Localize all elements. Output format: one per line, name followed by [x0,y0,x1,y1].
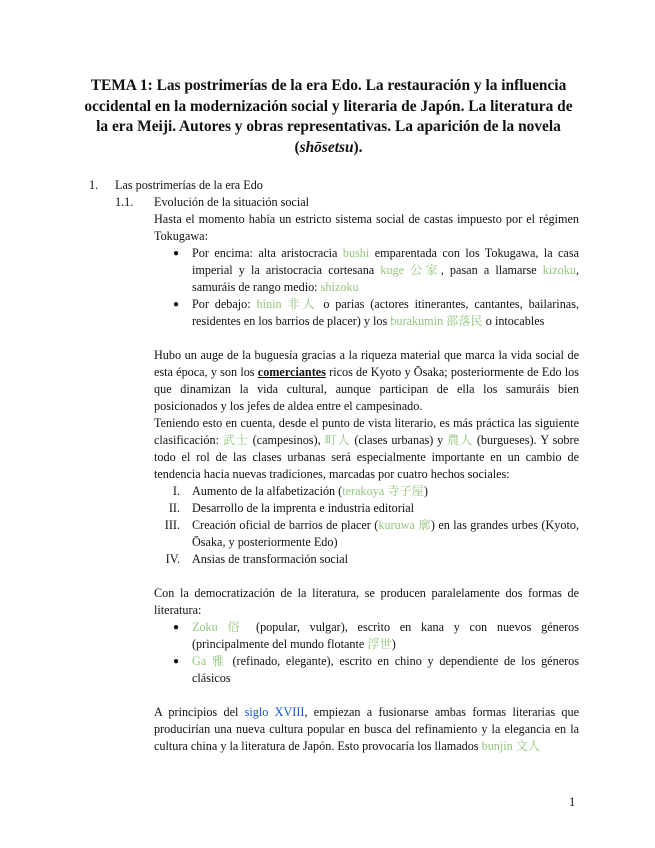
term-terakoya: terakoya 寺子屋 [342,484,424,498]
bullet-dot-icon: ● [173,622,180,633]
title-close: ). [353,138,363,156]
list-item-fact-3: III. Creación oficial de barrios de placer (kuruwa 廓) en las grandes urbes (Kyoto, Ōsaka, y posteriormente Edo) [164,518,579,549]
title-main: TEMA 1: Las postrimerías de la era Edo. La restauración y la influencia occidental en la modernización social y literaria de Japón. La literatura de la era Meiji. Autores y obras representativas. La aparición de la novela [84,77,573,135]
term-burakumin: burakumin 部落民 [390,314,483,328]
page-number: 1 [569,795,576,809]
section-1-label: Las postrimerías de la era Edo [115,178,263,192]
section-1-heading [0,177,655,194]
paragraph-democratization: Con la democratización de la literatura, se producen paralelamente dos formas de literatura: [154,586,579,617]
spacer [0,330,655,347]
section-1-1-number: 1.1. [115,195,134,209]
list-item-upper-class: ● Por encima: alta aristocracia bushi emparentada con los Tokugawa, la casa imperial y la aristocracia cortesana kuge 公家, pasan a llamarse kizoku, samuráis de rango medio: shizoku [173,246,579,294]
bullet-dot-icon: ● [173,248,180,259]
list-item-ga: ● Ga 雅 (refinado, elegante), escrito en chino y dependiente de los géneros clásicos [173,654,579,685]
list-item-fact-4: IV. Ansias de transformación social [165,552,349,566]
list-item-zoku: ● Zoku 俗 (popular, vulgar), escrito en kana y con nuevos géneros (principalmente del mundo flotante 浮世) [173,620,579,651]
paragraph-classification: Teniendo esto en cuenta, desde el punto de vista literario, es más práctica las siguiente clasificación: 武士 (campesinos), 町人 (clases urbanas) y 農人 (burgueses). Y sobre todo el rol de las clases urbanas será especialmente importante en un cambio de tendencia hacia nuevas tradiciones, marcadas por cuatro hechos sociales: [154,416,579,481]
list-item-fact-1: I. Aumento de la alfabetización (terakoya 寺子屋) [172,484,428,498]
term-bushi: bushi [342,246,370,260]
paragraph-fusion: A principios del siglo XVIII, empiezan a fusionarse ambas formas literarias que producirían una nueva cultura popular en busca del refinamiento y la elegancia en la cultura china y la literatura de Japón. Esto provocaría los llamados bunjin 文人 [154,705,579,753]
paragraph-castes-intro: Hasta el momento había un estricto sistema social de castas impuesto por el régimen Tokugawa: [154,212,579,243]
term-chonin-kanji: 町人 [324,433,351,447]
term-kizoku: kizoku [542,263,576,277]
term-nonin-kanji: 農人 [447,433,474,447]
paragraph-bourgeoisie: Hubo un auge de la buguesía gracias a la riqueza material que marca la vida social de esta época, y son los comerciantes ricos de Kyoto y Ōsaka; posteriormente de Edo los que dinamizan la vida cultural, aunque participan de ella los samuráis bien posicionados y los jefes de aldea entre el campesinado. [154,348,579,413]
term-kuruwa: kuruwa 廓 [378,518,431,532]
link-siglo-xviii[interactable]: siglo XVIII [244,705,305,719]
spacer [0,687,655,704]
list-item-lower-class: ● Por debajo: hinin 非人 o parias (actores itinerantes, cantantes, bailarinas, residentes en los barrios de placer) y los burakumin 部落民 o intocables [173,297,579,328]
list-item-fact-2: II. Desarrollo de la imprenta e industria editorial [168,501,415,515]
bullet-dot-icon: ● [173,299,180,310]
spacer [0,568,655,585]
section-1-1-label: Evolución de la situación social [154,195,310,209]
title-term: shōsetsu [299,138,354,156]
bullet-dot-icon: ● [173,656,180,667]
term-kuge: kuge 公家 [380,263,441,277]
term-hinin: hinin 非人 [256,297,318,311]
document-body [0,177,655,755]
section-1-number: 1. [89,178,99,192]
term-shizoku: shizoku [320,280,359,294]
term-ga: Ga 雅 [192,654,227,668]
term-bushi-kanji: 武士 [222,433,249,447]
page-title: TEMA 1: Las postrimerías de la era Edo. La restauración y la influencia occidental en la modernización social y literaria de Japón. La literatura de la era Meiji. Autores y obras representativas. La aparición de la novela (shōsetsu). [84,77,573,156]
bold-comerciantes: comerciantes [257,365,326,379]
term-ukiyo: 浮世 [367,637,392,651]
term-bunjin: bunjin 文人 [481,739,541,753]
section-1-1-heading [0,194,655,211]
term-zoku: Zoku 俗 [192,620,247,634]
